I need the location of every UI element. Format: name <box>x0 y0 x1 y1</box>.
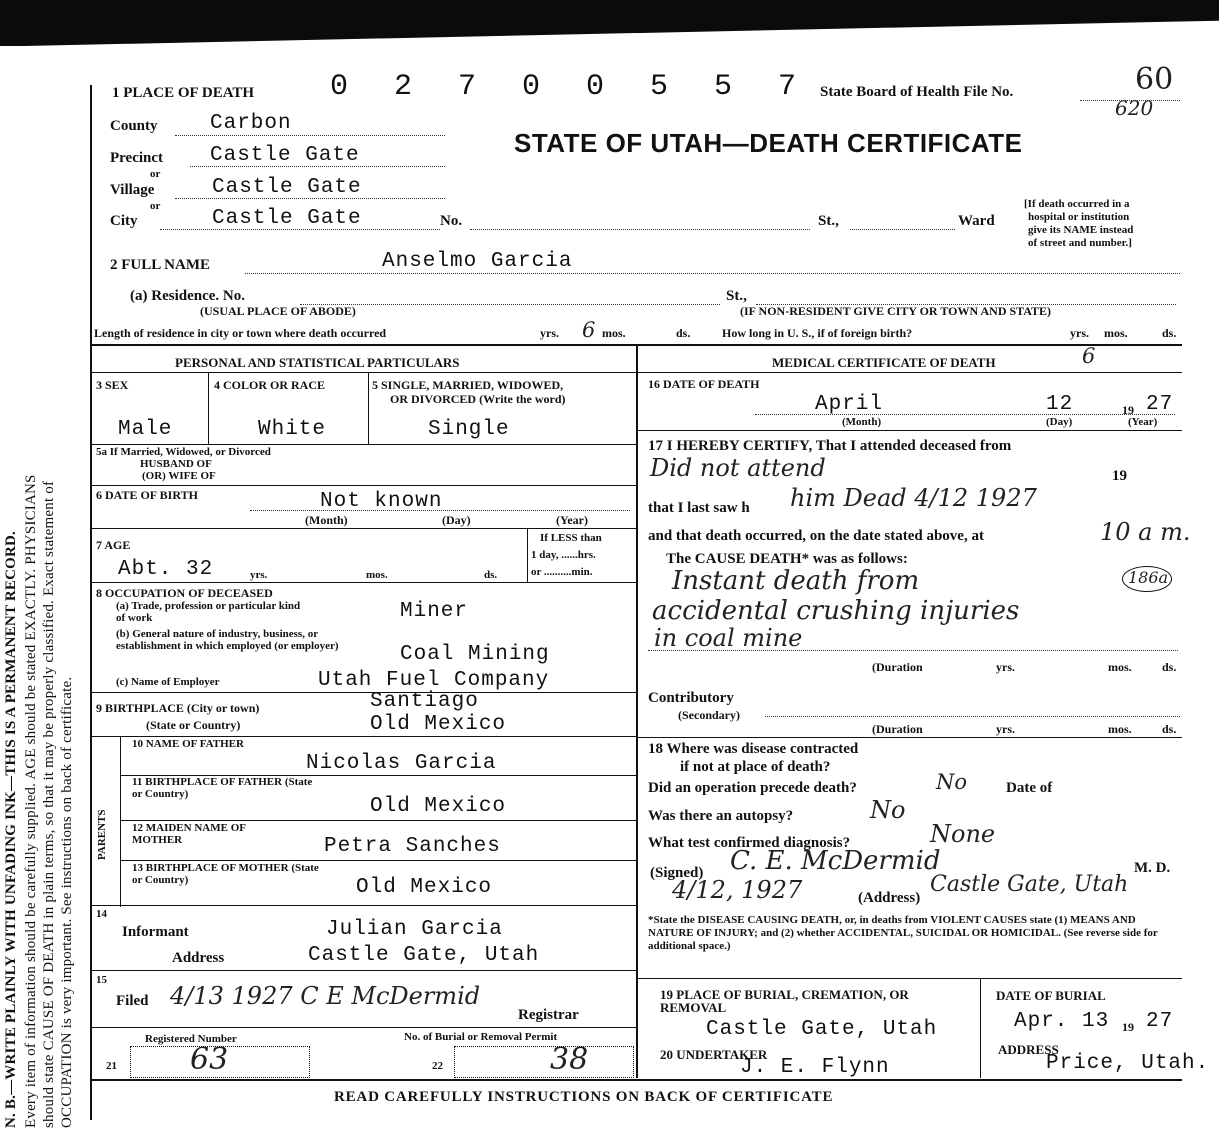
occurred-label: and that death occurred, on the date stated above, at <box>648 528 984 544</box>
scan-dark-edge <box>0 0 1219 46</box>
occupation-a-value: Miner <box>400 600 469 623</box>
left-border <box>90 85 92 1120</box>
us-mos-label: mos. <box>1104 326 1128 340</box>
operation-value: No <box>936 770 968 794</box>
city-no-label: No. <box>440 213 463 229</box>
certificate-number: 0 2 7 0 0 5 5 7 <box>330 70 811 104</box>
marital-label-2: OR DIVORCED (Write the word) <box>390 392 566 406</box>
dod-year-label: (Year) <box>1128 416 1158 428</box>
dod-year-prefix: 19 <box>1122 403 1134 417</box>
county-label: County <box>110 118 158 134</box>
age-mos-label: mos. <box>366 569 388 581</box>
duration-ds-2: ds. <box>1162 722 1177 736</box>
undertaker-address-label: ADDRESS <box>998 1042 1059 1057</box>
registered-number-label: Registered Number <box>145 1033 237 1045</box>
cause-line-2: accidental crushing injuries <box>652 596 1020 626</box>
personal-heading: PERSONAL AND STATISTICAL PARTICULARS <box>175 355 460 370</box>
spouse-label-3: (OR) WIFE OF <box>142 470 216 482</box>
cause-label: The CAUSE DEATH* was as follows: <box>666 551 908 567</box>
duration-mos-2: mos. <box>1108 722 1132 736</box>
informant-address-value: Castle Gate, Utah <box>308 944 540 967</box>
city-value: Castle Gate <box>212 207 362 230</box>
or-label-2: or <box>150 200 161 212</box>
length-of-residence-label: Length of residence in city or town where death occurred <box>94 326 387 340</box>
last-saw-hand: him Dead 4/12 1927 <box>790 484 1037 512</box>
medical-note: *State the DISEASE CAUSING DEATH, or, in deaths from VIOLENT CAUSES state (1) MEANS AND NATURE OF INJURY; and (2) whether ACCIDENTAL, SUICIDAL OR HOMICIDAL. (See reverse side for additional space.) <box>648 914 1158 952</box>
dod-month-label: (Month) <box>842 416 882 428</box>
test-value: None <box>930 820 996 848</box>
signed-label: (Signed) <box>650 865 704 881</box>
undertaker-value: J. E. Flynn <box>740 1056 890 1079</box>
signed-hand: C. E. McDermid <box>730 846 941 876</box>
or-label-1: or <box>150 168 161 180</box>
cause-line-3: in coal mine <box>654 624 803 652</box>
instruction-sidebar <box>0 60 80 1128</box>
mother-birthplace-label: 13 BIRTHPLACE OF MOTHER (State or Country) <box>132 862 319 886</box>
signed-address-label: (Address) <box>858 890 921 906</box>
precinct-value: Castle Gate <box>210 144 360 167</box>
duration-label-2: (Duration <box>872 722 923 736</box>
dod-month: April <box>815 393 884 416</box>
city-st-label: St., <box>818 213 839 229</box>
duration-yrs: yrs. <box>996 660 1015 674</box>
dob-month-label: (Month) <box>305 513 348 527</box>
autopsy-value: No <box>870 796 906 824</box>
hospital-note-4: of street and number.] <box>1028 237 1132 249</box>
less-than-label-3: or ..........min. <box>531 566 593 578</box>
dob-day-label: (Day) <box>442 513 471 527</box>
father-birthplace-label: 11 BIRTHPLACE OF FATHER (State or Country) <box>132 776 313 800</box>
burial-date-label: DATE OF BURIAL <box>996 988 1106 1003</box>
burial-permit-label: No. of Burial or Removal Permit <box>404 1031 558 1043</box>
mother-label: 12 MAIDEN NAME OF MOTHER <box>132 822 246 846</box>
city-label: City <box>110 213 138 229</box>
birthplace-country: Old Mexico <box>370 713 507 736</box>
length-yrs-label: yrs. <box>540 326 559 340</box>
informant-number: 14 <box>96 908 107 920</box>
undertaker-address-value: Price, Utah. <box>1046 1052 1210 1075</box>
registered-number-value: 63 <box>190 1042 229 1077</box>
ward-label: Ward <box>958 213 995 229</box>
sidebar-line-3: should state CAUSE OF DEATH in plain terms, so that it may be properly classified. Exact statement of <box>41 480 57 1128</box>
duration-label: (Duration <box>872 660 923 674</box>
abode-label: (USUAL PLACE OF ABODE) <box>200 304 356 318</box>
sex-value: Male <box>118 418 173 441</box>
spouse-label-2: HUSBAND OF <box>140 458 212 470</box>
dob-value: Not known <box>320 490 443 513</box>
contributory-label: Contributory <box>648 690 734 706</box>
sidebar-line-1: N. B.—WRITE PLAINLY WITH UNFADING INK—THIS IS A PERMANENT RECORD. <box>3 531 19 1128</box>
county-value: Carbon <box>210 112 292 135</box>
village-label: Village <box>110 182 155 198</box>
hospital-note-1: [If death occurred in a <box>1024 198 1130 210</box>
marital-label-1: 5 SINGLE, MARRIED, WIDOWED, <box>372 378 564 392</box>
signed-date: 4/12, 1927 <box>672 876 803 904</box>
precinct-label: Precinct <box>110 150 164 166</box>
spouse-label-1: 5a If Married, Widowed, or Divorced <box>96 446 271 458</box>
father-label: 10 NAME OF FATHER <box>132 738 244 750</box>
place-of-death-label: 1 PLACE OF DEATH <box>112 85 255 101</box>
q18-line-2: if not at place of death? <box>680 759 831 775</box>
us-yrs-label: yrs. <box>1070 326 1089 340</box>
full-name-value: Anselmo Garcia <box>382 250 573 273</box>
dod-year: 27 <box>1146 393 1174 416</box>
informant-label: Informant <box>122 924 189 940</box>
residence-st-label: St., <box>726 288 747 304</box>
age-yrs-label: yrs. <box>250 569 268 581</box>
burial-place-label: 19 PLACE OF BURIAL, CREMATION, OR REMOVAL <box>660 987 909 1015</box>
reg-field-21: 21 <box>106 1060 117 1072</box>
hospital-note-2: hospital or institution <box>1028 211 1130 223</box>
color-value: White <box>258 418 327 441</box>
board-file-number-hand: 620 <box>1115 96 1154 120</box>
us-residence-label: How long in U. S., if of foreign birth? <box>722 326 913 340</box>
md-label: M. D. <box>1134 860 1171 876</box>
sidebar-line-4: OCCUPATION is very important. See instructions on back of certificate. <box>59 676 75 1128</box>
medical-heading: MEDICAL CERTIFICATE OF DEATH <box>772 355 996 370</box>
operation-label: Did an operation precede death? <box>648 780 857 796</box>
length-mos-value: 6 <box>582 318 596 342</box>
hospital-note-3: give its NAME instead <box>1028 224 1134 236</box>
burial-permit-value: 38 <box>550 1042 589 1077</box>
dod-day-label: (Day) <box>1046 416 1073 428</box>
employer-value: Utah Fuel Company <box>318 669 550 692</box>
registrar-label: Registrar <box>518 1007 579 1023</box>
burial-date-19: 19 <box>1122 1020 1134 1034</box>
center-divider <box>636 346 638 1078</box>
employer-label: (c) Name of Employer <box>116 676 220 688</box>
occupation-b-value: Coal Mining <box>400 643 550 666</box>
q18-line-1: 18 Where was disease contracted <box>648 741 859 757</box>
burial-place-value: Castle Gate, Utah <box>706 1018 938 1041</box>
cause-line-1: Instant death from <box>672 566 920 596</box>
burial-date-value: Apr. 13 <box>1014 1010 1110 1033</box>
father-birthplace-value: Old Mexico <box>370 795 507 818</box>
birthplace-label: 9 BIRTHPLACE (City or town) <box>96 701 260 715</box>
length-mos-label: mos. <box>602 326 626 340</box>
last-saw-label: that I last saw h <box>648 500 750 516</box>
autopsy-label: Was there an autopsy? <box>648 808 794 824</box>
informant-address-label: Address <box>172 950 225 966</box>
mother-birthplace-value: Old Mexico <box>356 876 493 899</box>
us-ds-label: ds. <box>1162 326 1177 340</box>
secondary-label: (Secondary) <box>678 708 740 722</box>
less-than-label-1: If LESS than <box>540 532 602 544</box>
nonresident-label: (IF NON-RESIDENT GIVE CITY OR TOWN AND STATE) <box>740 304 1052 318</box>
footer-instructions: READ CAREFULLY INSTRUCTIONS ON BACK OF CERTIFICATE <box>334 1089 834 1105</box>
board-file-number: 60 <box>1135 62 1174 97</box>
sex-label: 3 SEX <box>96 378 129 392</box>
birthplace-city: Santiago <box>370 690 479 713</box>
reg-field-22: 22 <box>432 1060 443 1072</box>
certify-19: 19 <box>1112 468 1127 484</box>
document-title: STATE OF UTAH—DEATH CERTIFICATE <box>514 128 1023 158</box>
length-ds-label: ds. <box>676 326 691 340</box>
signed-address-hand: Castle Gate, Utah <box>930 872 1129 897</box>
age-label: 7 AGE <box>96 538 131 552</box>
undertaker-label: 20 UNDERTAKER <box>660 1047 768 1062</box>
sidebar-line-2: Every item of information should be carefully supplied. AGE should be stated EXACTLY. PHYSICIANS <box>23 474 39 1128</box>
duration-mos: mos. <box>1108 660 1132 674</box>
color-label: 4 COLOR OR RACE <box>214 378 326 392</box>
operation-date-label: Date of <box>1006 780 1053 796</box>
residence-label: (a) Residence. No. <box>130 288 245 304</box>
birthplace-state-label: (State or Country) <box>146 718 241 732</box>
mother-value: Petra Sanches <box>324 835 501 858</box>
father-value: Nicolas Garcia <box>306 752 497 775</box>
occupation-b-label: (b) General nature of industry, business, or establishment in which employed (or employer) <box>116 628 339 652</box>
certify-label: 17 I HEREBY CERTIFY, That I attended deceased from <box>648 438 1012 454</box>
burial-date-year: 27 <box>1146 1010 1174 1033</box>
dob-label: 6 DATE OF BIRTH <box>96 488 198 502</box>
certify-hand: Did not attend <box>650 454 826 482</box>
board-file-label: State Board of Health File No. <box>820 84 1014 100</box>
date-of-death-label: 16 DATE OF DEATH <box>648 377 760 391</box>
occupation-label: 8 OCCUPATION OF DECEASED <box>96 586 273 600</box>
filed-label: Filed <box>116 993 149 1009</box>
filed-hand: 4/13 1927 C E McDermid <box>170 982 481 1010</box>
duration-ds: ds. <box>1162 660 1177 674</box>
age-ds-label: ds. <box>484 569 498 581</box>
test-label: What test confirmed diagnosis? <box>648 835 851 851</box>
dod-day: 12 <box>1046 393 1074 416</box>
full-name-label: 2 FULL NAME <box>110 257 211 273</box>
medical-hand-6: 6 <box>1082 344 1096 368</box>
cause-code: 186a <box>1128 568 1169 587</box>
duration-yrs-2: yrs. <box>996 722 1015 736</box>
less-than-label-2: 1 day, ......hrs. <box>531 549 596 561</box>
informant-value: Julian Garcia <box>326 918 503 941</box>
dob-year-label: (Year) <box>556 513 588 527</box>
marital-value: Single <box>428 418 510 441</box>
occurred-hand: 10 a m. <box>1100 518 1191 546</box>
parents-label: PARENTS <box>96 809 108 860</box>
age-value: Abt. 32 <box>118 558 214 581</box>
village-value: Castle Gate <box>212 176 362 199</box>
filed-number: 15 <box>96 974 107 986</box>
occupation-a-label: (a) Trade, profession or particular kind of work <box>116 600 301 624</box>
